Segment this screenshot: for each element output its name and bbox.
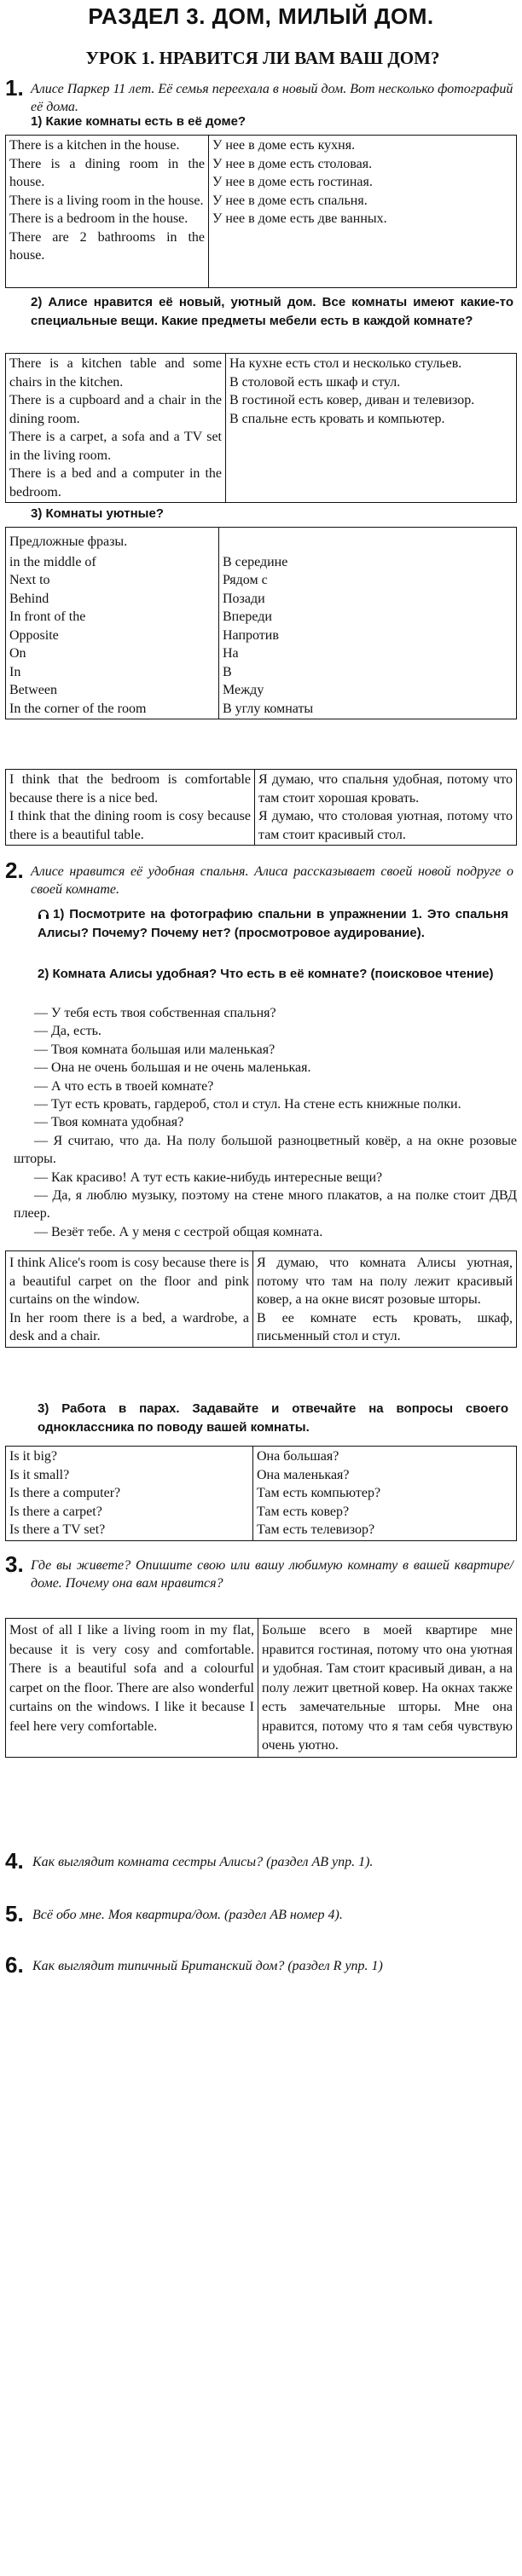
sentence-en: There is a kitchen table and some chairs in the kitchen. xyxy=(9,356,222,390)
table-cell-ru xyxy=(226,354,517,503)
dialogue-line: — Да, есть. xyxy=(34,1024,102,1039)
sentence-en: There is a kitchen in the house. xyxy=(9,138,180,153)
preposition-ru: Впереди xyxy=(223,609,272,624)
question-ru: Она маленькая? xyxy=(257,1467,350,1482)
preposition-en: In xyxy=(9,664,21,679)
table-cell-ru xyxy=(253,1447,517,1541)
preposition-en: Behind xyxy=(9,591,49,606)
preposition-en: Between xyxy=(9,683,57,697)
table-row xyxy=(6,354,517,503)
table-header-row xyxy=(6,528,517,552)
exercise-2-question-3: 3) Работа в парах. Задавайте и отвечайте на вопросы своего одноклассника по поводу вашей комнаты. xyxy=(38,1401,508,1435)
table-cell-en xyxy=(6,770,255,846)
sentence-en: There is a carpet, a sofa and a TV set in the living room. xyxy=(9,430,222,463)
preposition-en: in the middle of xyxy=(9,554,96,569)
preposition-ru: На xyxy=(223,646,239,661)
question-en: Is there a TV set? xyxy=(9,1522,106,1537)
table-cell-en xyxy=(6,136,209,288)
table-cell-ru xyxy=(209,136,517,288)
sentence-en: There is a dining room in the house. xyxy=(9,156,205,189)
dialogue-line: — У тебя есть твоя собственная спальня? xyxy=(34,1006,276,1020)
exercise-1-number: 1. xyxy=(5,75,24,101)
sentence-ru: В столовой есть шкаф и стул. xyxy=(229,374,401,390)
cosy-rooms-table xyxy=(5,769,517,846)
sentence-ru: В ее комнате есть кровать, шкаф, письменный стол и стул. xyxy=(257,1310,513,1343)
preposition-ru: Напротив xyxy=(223,627,279,643)
sentence-ru: Я думаю, что столовая уютная, потому что там стоит красивый стол. xyxy=(258,809,513,842)
table-cell-en: Most of all I like a living room in my flat, because it is very cosy and comfortable. There is a beautiful sofa and a colourful carpet on the floor. There are also wonderful curtains on the windows. I like it because I feel here very comfortable. xyxy=(6,1619,258,1758)
preposition-ru: Между xyxy=(223,683,264,697)
table-row xyxy=(6,770,517,846)
dialogue-line: — Да, я люблю музыку, поэтому на стене много плакатов, а на полке стоит ДВД плеер. xyxy=(14,1188,517,1222)
question-text: 1) Посмотрите на фотографию спальни в упражнении 1. Это спальня Алисы? Почему? Почему нет? (просмотровое аудирование). xyxy=(38,907,508,940)
preposition-ru: В углу комнаты xyxy=(223,701,314,716)
dialogue-line: — Твоя комната большая или маленькая? xyxy=(34,1042,276,1057)
dialogue-line: — Я считаю, что да. На полу большой разноцветный ковёр, а на окне розовые шторы. xyxy=(14,1133,517,1167)
headphones-icon xyxy=(38,907,49,919)
table-header-empty xyxy=(219,528,517,552)
question-ru: Она большая? xyxy=(257,1449,339,1464)
preposition-ru: Рядом с xyxy=(223,573,268,587)
favourite-room-table xyxy=(5,1618,517,1758)
exercise-1-intro: Алисе Паркер 11 лет. Её семья переехала в новый дом. Вот несколько фотографий её дома. xyxy=(31,82,513,114)
sentence-ru: У нее в доме есть две ванных. xyxy=(212,211,387,226)
preposition-en: Opposite xyxy=(9,627,59,643)
preposition-ru: В середине xyxy=(223,554,288,569)
table-cell-ru: Больше всего в моей квартире мне нравится гостиная, потому что она уютная и удобная. Там стоит красивый диван, а на полу лежит цветной ковер. На окнах также есть замечательные шторы. Мне она нравится, потому что я там себя чувствую очень уютно. xyxy=(262,1623,513,1753)
question-ru: Там есть телевизор? xyxy=(257,1522,375,1537)
table-cell-ru xyxy=(255,770,517,846)
table-row xyxy=(6,1447,517,1541)
preposition-en: On xyxy=(9,646,26,661)
exercise-1-question-3: 3) Комнаты уютные? xyxy=(31,506,164,521)
exercise-6-number: 6. xyxy=(5,1952,24,1978)
exercise-5-text: Всё обо мне. Моя квартира/дом. (раздел AB номер 4). xyxy=(32,1908,343,1922)
preposition-en: Next to xyxy=(9,573,50,587)
table-cell-en xyxy=(6,1447,253,1541)
exercise-5-number: 5. xyxy=(5,1901,24,1926)
sentence-ru: У нее в доме есть спальня. xyxy=(212,193,368,208)
sentence-en: There is a cupboard and a chair in the dining room. xyxy=(9,393,222,426)
sentence-en: There is a living room in the house. xyxy=(9,193,204,208)
exercise-3-intro: Где вы живете? Опишите свою или вашу любимую комнату в вашей квартире/доме. Почему она вам нравится? xyxy=(31,1558,513,1591)
furniture-table xyxy=(5,353,517,503)
table-row xyxy=(6,1251,517,1348)
table-cell-en xyxy=(6,552,219,719)
sentence-en: I think that the dining room is cosy because there is a beautiful table. xyxy=(9,809,251,842)
exercise-6-text: Как выглядит типичный Британский дом? (раздел R упр. 1) xyxy=(32,1959,383,1973)
table-row xyxy=(6,552,517,719)
table-row xyxy=(6,1619,517,1758)
dialogue-line: — Тут есть кровать, гардероб, стол и стул. На стене есть книжные полки. xyxy=(34,1097,461,1112)
sentence-ru: На кухне есть стол и несколько стульев. xyxy=(229,356,462,371)
dialogue-line: — Везёт тебе. А у меня с сестрой общая комната. xyxy=(34,1224,323,1239)
sentence-ru: Я думаю, что спальня удобная, потому что там стоит хорошая кровать. xyxy=(258,772,513,806)
table-header: Предложные фразы. xyxy=(6,528,219,552)
sentence-en: I think Alice's room is cosy because there is a beautiful carpet on the floor and pink curtains on the window. xyxy=(9,1256,249,1307)
exercise-4-text: Как выглядит комната сестры Алисы? (раздел AB упр. 1). xyxy=(32,1855,374,1869)
exercise-4-number: 4. xyxy=(5,1848,24,1874)
question-en: Is it big? xyxy=(9,1449,57,1464)
rooms-table xyxy=(5,135,517,288)
sentence-ru: В спальне есть кровать и компьютер. xyxy=(229,411,445,426)
sentence-ru: У нее в доме есть кухня. xyxy=(212,138,356,153)
exercise-3-number: 3. xyxy=(5,1551,24,1577)
exercise-2-question-1 xyxy=(38,905,508,943)
exercise-2-question-2: 2) Комната Алисы удобная? Что есть в её комнате? (поисковое чтение) xyxy=(38,967,494,981)
table-cell-en xyxy=(6,1251,253,1348)
sentence-ru: Я думаю, что комната Алисы уютная, потому что там на полу лежит красивый ковер, а на окне висят розовые шторы. xyxy=(257,1256,513,1307)
sentence-en: There is a bed and a computer in the bedroom. xyxy=(9,466,222,500)
dialogue-line: — Твоя комната удобная? xyxy=(34,1115,184,1130)
pair-work-table xyxy=(5,1446,517,1541)
table-cell-ru xyxy=(219,552,517,719)
sentence-ru: У нее в доме есть столовая. xyxy=(212,156,373,171)
question-en: Is it small? xyxy=(9,1467,70,1482)
sentence-en: There are 2 bathrooms in the house. xyxy=(9,229,205,263)
preposition-ru: В xyxy=(223,664,232,679)
sentence-en: There is a bedroom in the house. xyxy=(9,211,188,226)
table-cell-en xyxy=(6,354,226,503)
question-ru: Там есть компьютер? xyxy=(257,1486,381,1500)
exercise-2-intro: Алисе нравится её удобная спальня. Алиса рассказывает своей новой подруге о своей комнате. xyxy=(31,864,513,897)
dialogue-line: — Как красиво! А тут есть какие-нибудь интересные вещи? xyxy=(34,1170,383,1185)
preposition-en: In the corner of the room xyxy=(9,701,147,716)
question-ru: Там есть ковер? xyxy=(257,1504,350,1519)
sentence-ru: В гостиной есть ковер, диван и телевизор. xyxy=(229,393,475,407)
preposition-en: In front of the xyxy=(9,609,86,624)
table-cell-ru xyxy=(253,1251,517,1348)
prepositions-table xyxy=(5,527,517,719)
preposition-ru: Позади xyxy=(223,591,265,606)
dialogue xyxy=(14,1004,517,1241)
exercise-1-question-1: 1) Какие комнаты есть в её доме? xyxy=(31,114,246,129)
exercise-1-question-2: 2) Алисе нравится её новый, уютный дом. Все комнаты имеют какие-то специальные вещи. Какие предметы мебели есть в каждой комнате? xyxy=(31,295,513,328)
table-row xyxy=(6,136,517,288)
section-title: РАЗДЕЛ 3. ДОМ, МИЛЫЙ ДОМ. xyxy=(88,3,434,29)
sentence-ru: У нее в доме есть гостиная. xyxy=(212,175,373,189)
sentence-en: In her room there is a bed, a wardrobe, a desk and a chair. xyxy=(9,1310,249,1343)
dialogue-line: — А что есть в твоей комнате? xyxy=(34,1078,214,1094)
exercise-2-number: 2. xyxy=(5,858,24,883)
lesson-title: УРОК 1. НРАВИТСЯ ЛИ ВАМ ВАШ ДОМ? xyxy=(85,48,440,68)
question-en: Is there a computer? xyxy=(9,1486,121,1500)
sentence-en: I think that the bedroom is comfortable because there is a nice bed. xyxy=(9,772,251,806)
question-en: Is there a carpet? xyxy=(9,1504,102,1519)
dialogue-line: — Она не очень большая и не очень маленькая. xyxy=(34,1060,311,1076)
alice-room-table xyxy=(5,1250,517,1348)
